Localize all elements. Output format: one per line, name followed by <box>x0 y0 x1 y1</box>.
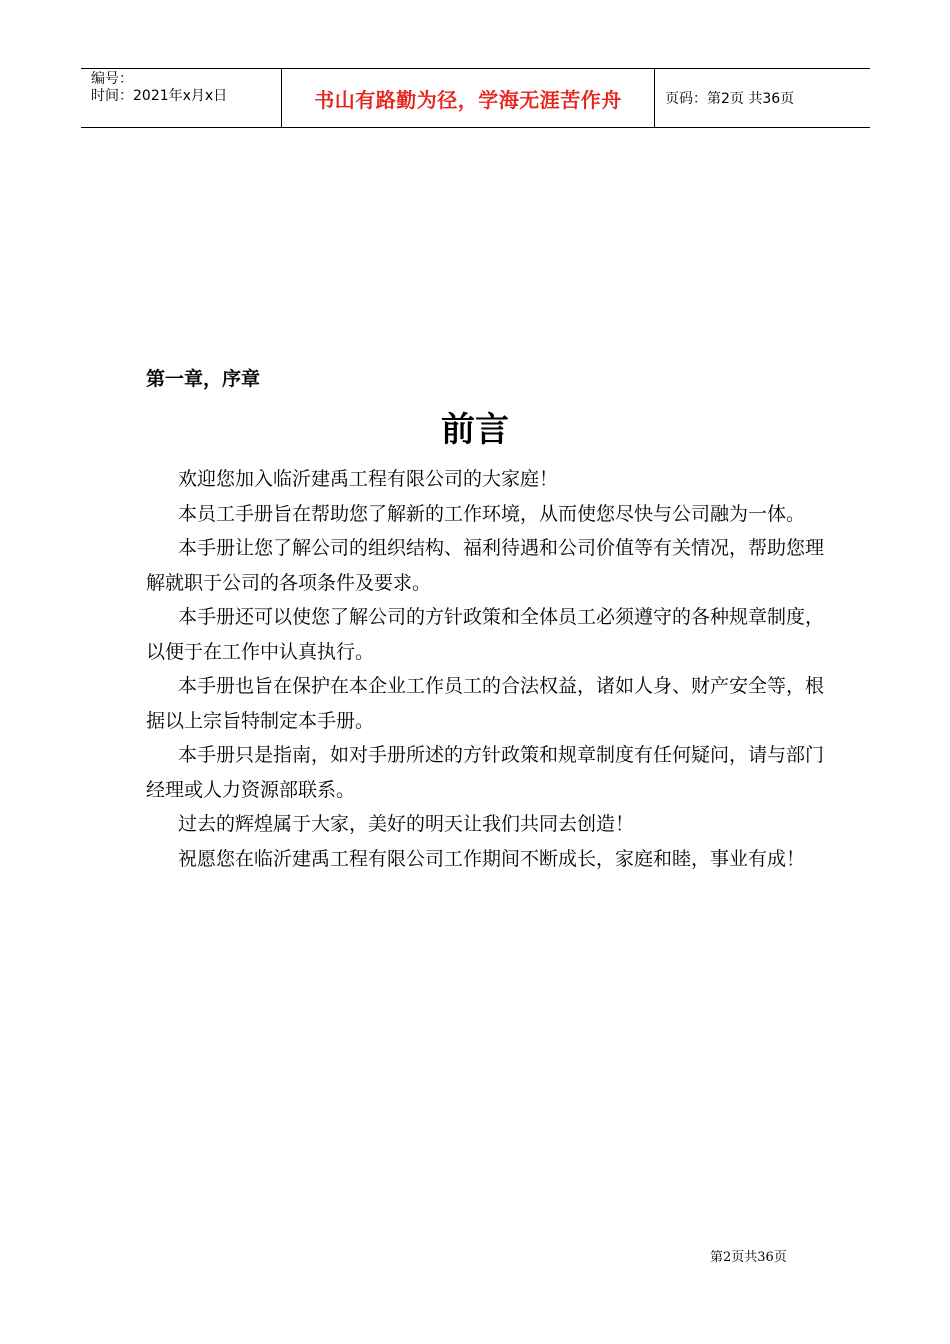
header-page-number: 页码：第2页 共36页 <box>665 91 795 107</box>
header-meta <box>81 69 281 127</box>
paragraph: 本手册还可以使您了解公司的方针政策和全体员工必须遵守的各种规章制度，以便于在工作中认真执行。 <box>146 606 825 663</box>
paragraph: 欢迎您加入临沂建禹工程有限公司的大家庭！ <box>178 468 559 490</box>
page-title: 前言 <box>441 410 509 450</box>
page-footer: 第2页共36页 <box>710 1250 787 1265</box>
page-header <box>81 68 870 128</box>
body-text <box>146 462 836 876</box>
chapter-heading: 第一章，序章 <box>146 368 261 390</box>
document-date: 时间：2021年x月x日 <box>91 88 228 104</box>
paragraph: 本手册也旨在保护在本企业工作员工的合法权益，诸如人身、财产安全等，根据以上宗旨特制定本手册。 <box>146 675 825 732</box>
header-motto: 书山有路勤为径，学海无涯苦作舟 <box>281 69 655 127</box>
paragraph: 本手册只是指南，如对手册所述的方针政策和规章制度有任何疑问，请与部门经理或人力资源部联系。 <box>146 744 825 801</box>
paragraph: 过去的辉煌属于大家，美好的明天让我们共同去创造！ <box>178 813 635 835</box>
paragraph: 本手册让您了解公司的组织结构、福利待遇和公司价值等有关情况，帮助您理解就职于公司的各项条件及要求。 <box>146 537 825 594</box>
paragraph: 本员工手册旨在帮助您了解新的工作环境，从而使您尽快与公司融为一体。 <box>178 502 806 525</box>
document-number-label: 编号： <box>91 71 133 87</box>
paragraph: 祝愿您在临沂建禹工程有限公司工作期间不断成长，家庭和睦，事业有成！ <box>178 847 806 870</box>
